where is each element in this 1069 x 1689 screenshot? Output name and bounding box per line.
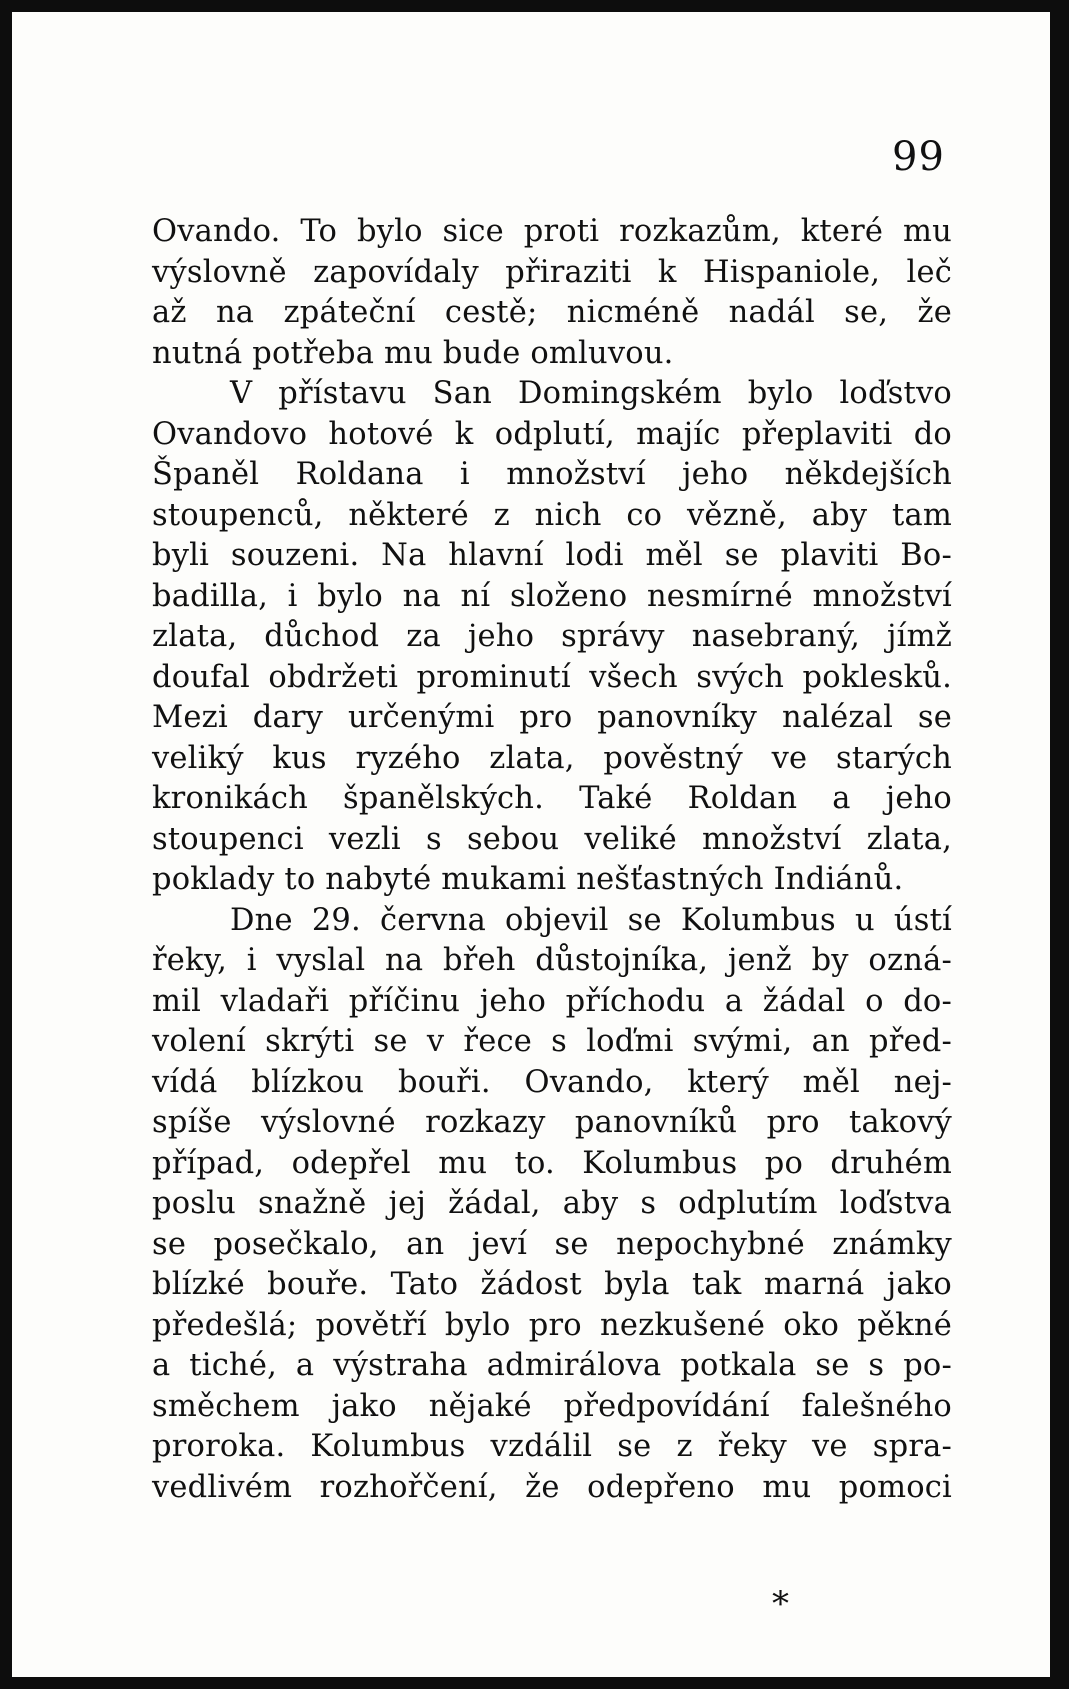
text-line: výslovně zapovídaly přiraziti k Hispaniole, leč <box>152 254 952 290</box>
text-line: volení skrýti se v řece s loďmi svými, an před- <box>152 1024 952 1059</box>
text-line: se posečkalo, an jeví se nepochybné známky <box>152 1226 952 1262</box>
text-line: nutná potřeba mu bude omluvou. <box>152 335 674 371</box>
scan-border-right <box>1047 0 1069 1689</box>
text-line: poslu snažně jej žádal, aby s odplutím loďstva <box>152 1186 952 1221</box>
page-number: 99 <box>892 134 945 180</box>
text-line: byli souzeni. Na hlavní lodi měl se plaviti Bo- <box>152 538 952 573</box>
text-line: badilla, i bylo na ní složeno nesmírné množství <box>152 578 952 614</box>
text-line: stoupenci vezli s sebou veliké množství zlata, <box>152 821 952 857</box>
text-line: Dne 29. června objevil se Kolumbus u ústí <box>230 902 952 938</box>
text-line: a tiché, a výstraha admirálova potkala se s po- <box>152 1348 952 1383</box>
text-line: proroka. Kolumbus vzdálil se z řeky ve spra- <box>152 1429 952 1464</box>
text-line: stoupenců, některé z nich co vězně, aby tam <box>152 497 952 533</box>
text-line: řeky, i vyslal na břeh důstojníka, jenž by ozná- <box>152 943 952 978</box>
text-line: vedlivém rozhořčení, že odepřeno mu pomoci <box>152 1469 952 1505</box>
text-line: až na zpáteční cestě; nicméně nadál se, že <box>152 295 952 330</box>
book-page <box>12 12 1050 1677</box>
text-line: směchem jako nějaké předpovídání falešného <box>152 1388 952 1424</box>
text-line: spíše výslovné rozkazy panovníků pro takový <box>152 1105 952 1140</box>
text-line: kronikách španělských. Také Roldan a jeho <box>152 781 952 816</box>
text-line: zlata, důchod za jeho správy nasebraný, jímž <box>152 619 952 654</box>
text-line: Španěl Roldana i množství jeho někdejších <box>152 457 952 492</box>
text-line: předešlá; povětří bylo pro nezkušené oko pěkné <box>152 1307 952 1343</box>
text-line: případ, odepřel mu to. Kolumbus po druhém <box>152 1145 952 1181</box>
signature-mark: * <box>772 1584 789 1624</box>
text-line: V přístavu San Domingském bylo loďstvo <box>230 376 952 411</box>
page-body-text <box>152 212 952 1508</box>
text-line: blízké bouře. Tato žádost byla tak marná jako <box>152 1267 952 1302</box>
text-line: vídá blízkou bouři. Ovando, který měl nej- <box>152 1064 952 1100</box>
text-line: mil vladaři příčinu jeho příchodu a žádal o do- <box>152 983 952 1019</box>
text-line: Mezi dary určenými pro panovníky nalézal se <box>152 700 952 735</box>
text-line: veliký kus ryzého zlata, pověstný ve starých <box>152 740 952 776</box>
scan-border-bottom <box>0 1675 1069 1689</box>
text-line: Ovando. To bylo sice proti rozkazům, které mu <box>152 214 952 249</box>
text-line: poklady to nabyté mukami nešťastných Indiánů. <box>152 862 904 897</box>
text-line: Ovandovo hotové k odplutí, majíc přeplaviti do <box>152 416 952 452</box>
text-line: doufal obdržeti prominutí všech svých poklesků. <box>152 659 952 695</box>
